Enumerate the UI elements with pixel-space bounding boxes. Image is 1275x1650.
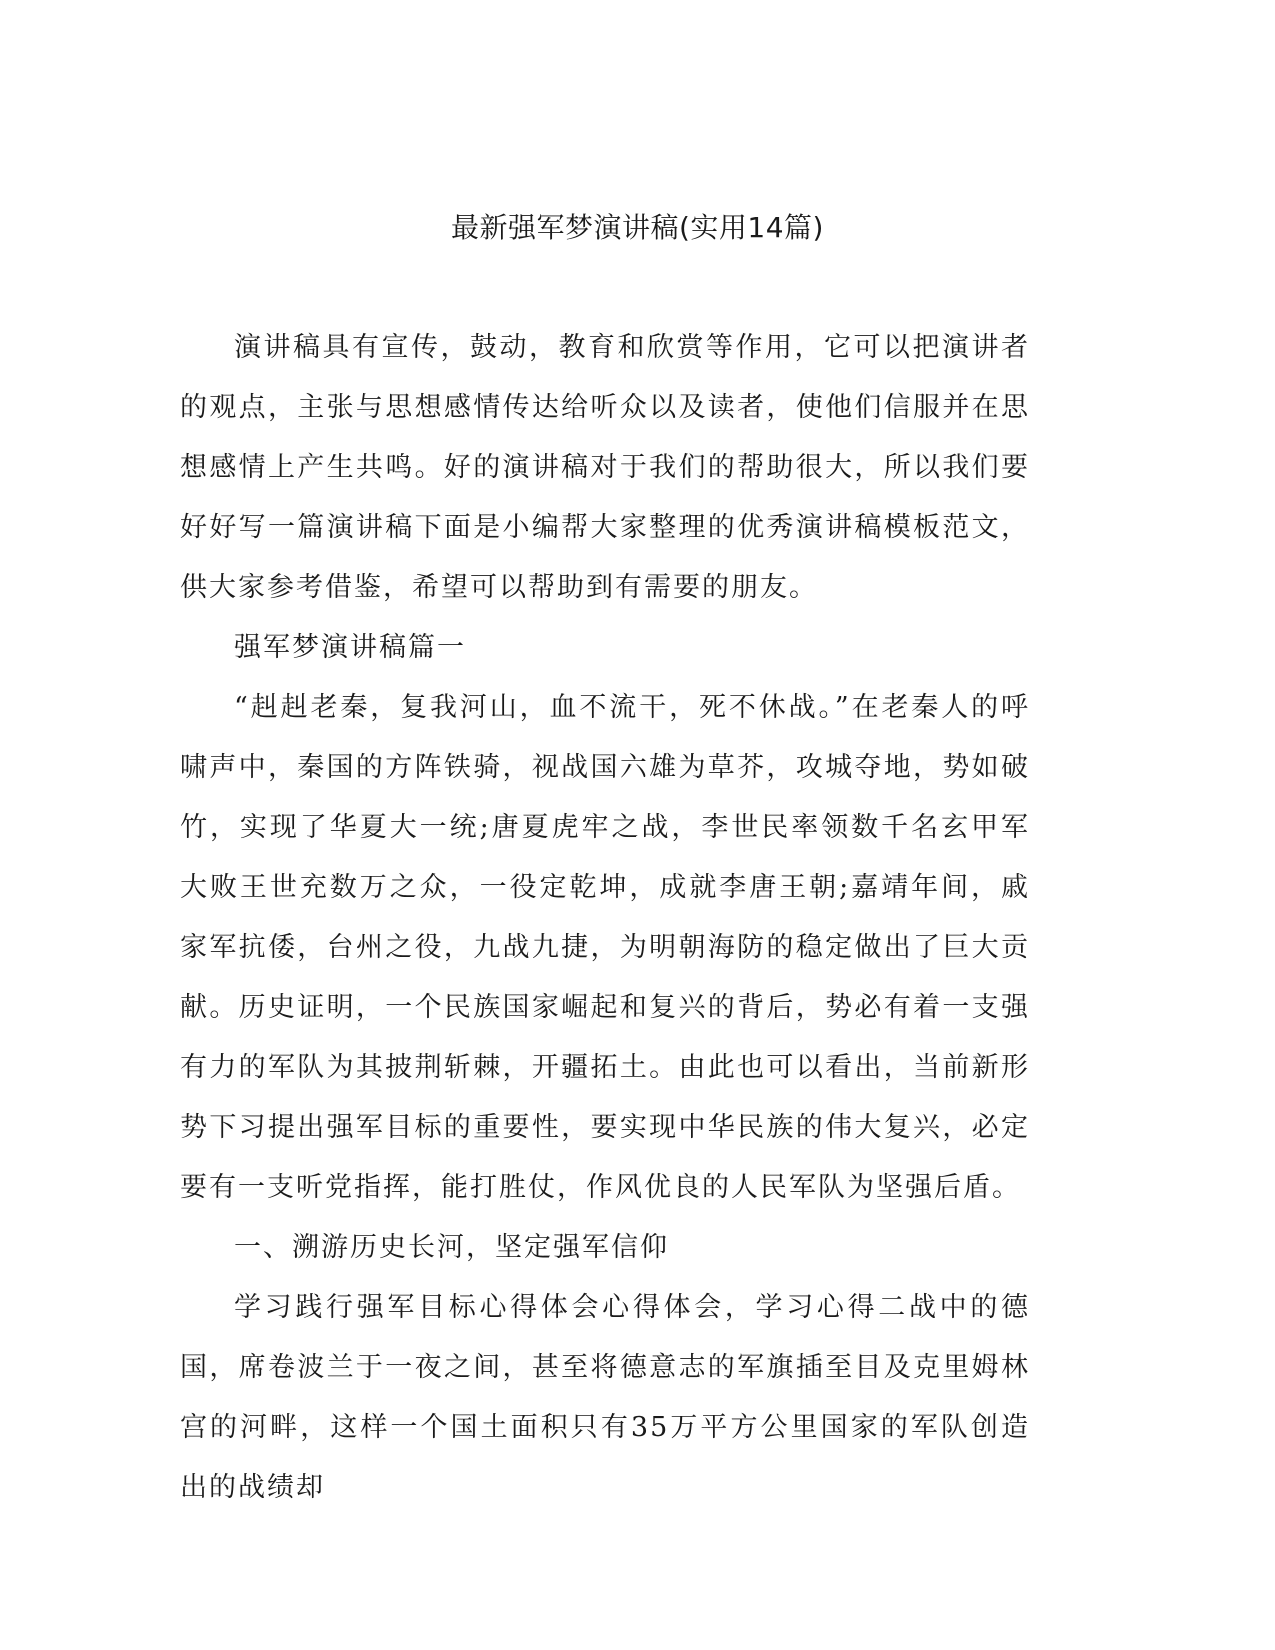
document-title: 最新强军梦演讲稿(实用14篇) bbox=[451, 211, 824, 244]
history-paragraph: “赳赳老秦，复我河山，血不流干，死不休战。”在老秦人的呼啸声中，秦国的方阵铁骑，视战国六雄为草芥，攻城夺地，势如破竹，实现了华夏大一统;唐夏虎牢之战，李世民率领数千名玄甲军大败王世充数万之众，一役定乾坤，成就李唐王朝;嘉靖年间，戚家军抗倭，台州之役，九战九捷，为明朝海防的稳定做出了巨大贡献。历史证明，一个民族国家崛起和复兴的背后，势必有着一支强有力的军队为其披荆斩棘，开疆拓土。由此也可以看出，当前新形势下习提出强军目标的重要性，要实现中华民族的伟大复兴，必定要有一支听党指挥，能打胜仗，作风优良的人民军队为坚强后盾。 bbox=[180, 692, 1030, 1203]
document-body bbox=[180, 318, 1030, 1518]
study-paragraph: 学习践行强军目标心得体会心得体会，学习心得二战中的德国，席卷波兰于一夜之间，甚至将德意志的军旗插至目及克里姆林宫的河畔，这样一个国土面积只有35万平方公里国家的军队创造出的战绩却 bbox=[180, 1292, 1030, 1503]
section-heading-speech-one: 强军梦演讲稿篇一 bbox=[234, 632, 466, 663]
section-heading-history: 一、溯游历史长河，坚定强军信仰 bbox=[234, 1232, 669, 1263]
intro-paragraph: 演讲稿具有宣传，鼓动，教育和欣赏等作用，它可以把演讲者的观点，主张与思想感情传达给听众以及读者，使他们信服并在思想感情上产生共鸣。好的演讲稿对于我们的帮助很大，所以我们要好好写一篇演讲稿下面是小编帮大家整理的优秀演讲稿模板范文，供大家参考借鉴，希望可以帮助到有需要的朋友。 bbox=[180, 332, 1030, 603]
